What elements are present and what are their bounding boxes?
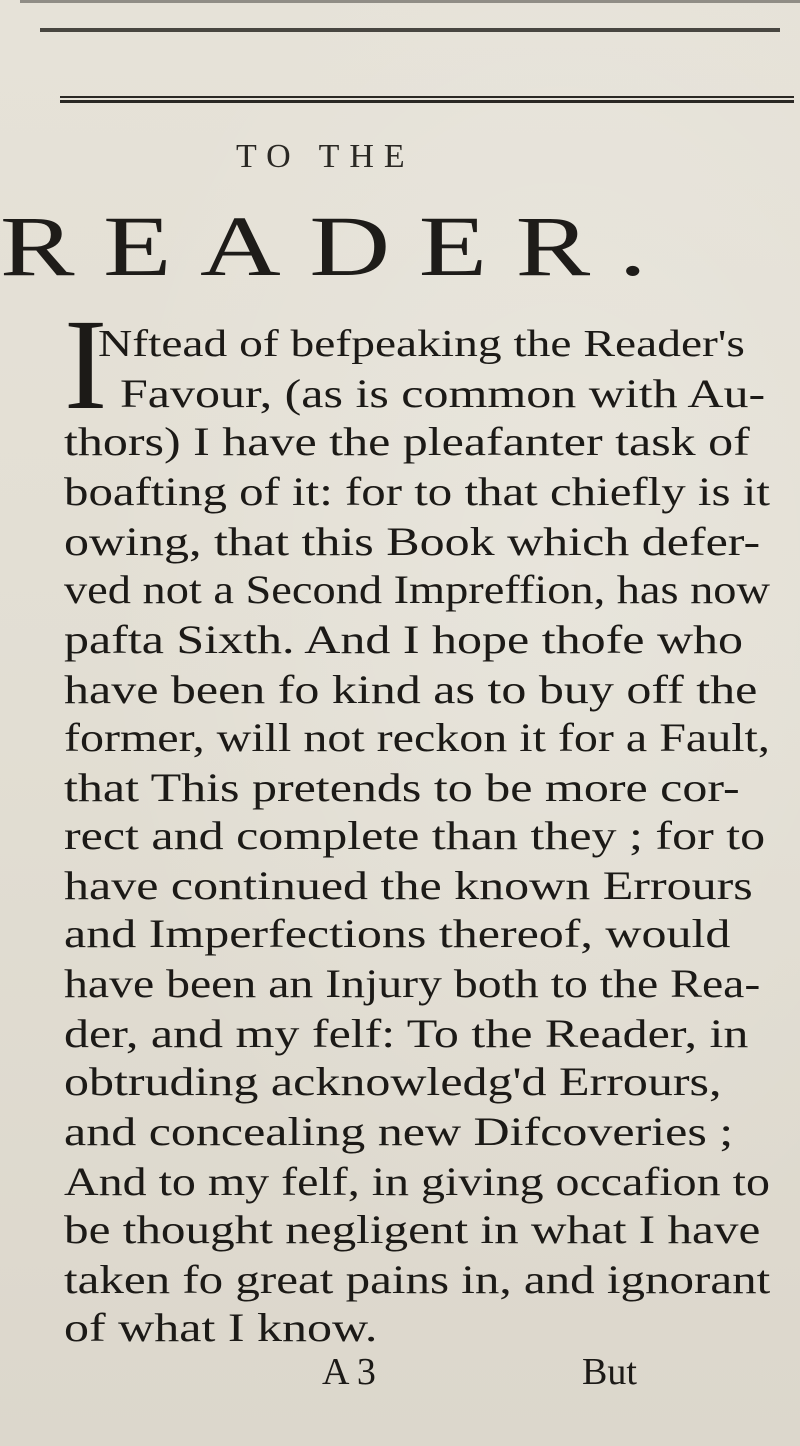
line-text: of what I know. [64, 1305, 378, 1350]
text-line [64, 1304, 378, 1352]
line-text: Nftead of befpeaking the Reader's [98, 323, 745, 365]
text-line [64, 1108, 734, 1156]
line-text: Favour, (as is common with Au- [120, 371, 766, 416]
catchword: But [582, 1351, 637, 1393]
line-text: rect and complete than they ; for to [64, 813, 766, 858]
text-line [64, 1058, 722, 1106]
line-text: that This pretends to be more cor- [64, 765, 740, 810]
text-line [64, 1158, 770, 1206]
line-text: have been fo kind as to buy off the [64, 667, 758, 712]
line-text: der, and my felf: To the Reader, in [64, 1011, 749, 1056]
text-line [64, 566, 770, 614]
text-line [120, 370, 766, 418]
text-line [64, 1256, 771, 1304]
line-text: have been an Injury both to the Rea- [64, 961, 761, 1006]
heading-reader-text: READER. [0, 198, 676, 294]
line-text: have continued the known Errours [64, 863, 753, 908]
line-text: pafta Sixth. And I hope thofe who [64, 617, 744, 662]
top-rule [40, 28, 780, 32]
text-line [64, 1010, 749, 1058]
dropcap: I [64, 293, 108, 437]
text-line [64, 1206, 761, 1254]
signature-mark: A 3 [322, 1351, 376, 1393]
text-line [64, 418, 750, 466]
line-text: obtruding acknowledg'd Errours, [64, 1059, 722, 1104]
line-text: and Imperfections thereof, would [64, 911, 731, 956]
text-line [64, 812, 766, 860]
text-line [64, 468, 770, 516]
heading-to-the: TO THE [236, 138, 415, 175]
text-line [64, 764, 740, 812]
line-text: and concealing new Difcoveries ; [64, 1109, 734, 1154]
text-line [64, 714, 770, 762]
line-text: thors) I have the pleafanter task of [64, 419, 750, 464]
line-text: former, will not reckon it for a Fault, [64, 715, 770, 760]
text-line [64, 862, 753, 910]
double-rule [60, 96, 794, 103]
line-text: be thought negligent in what I have [64, 1207, 761, 1252]
line-text: ved not a Second Impreffion, has now [64, 567, 770, 612]
text-line [98, 320, 745, 368]
text-line [64, 910, 731, 958]
line-text: taken fo great pains in, and ignorant [64, 1257, 771, 1302]
line-text: owing, that this Book which defer- [64, 519, 761, 564]
text-line [64, 666, 758, 714]
line-text: And to my felf, in giving occafion to [64, 1159, 770, 1204]
top-edge-line [20, 0, 800, 3]
text-line [64, 616, 744, 664]
line-text: boafting of it: for to that chiefly is it [64, 469, 770, 514]
text-line [64, 960, 761, 1008]
text-line [64, 518, 761, 566]
